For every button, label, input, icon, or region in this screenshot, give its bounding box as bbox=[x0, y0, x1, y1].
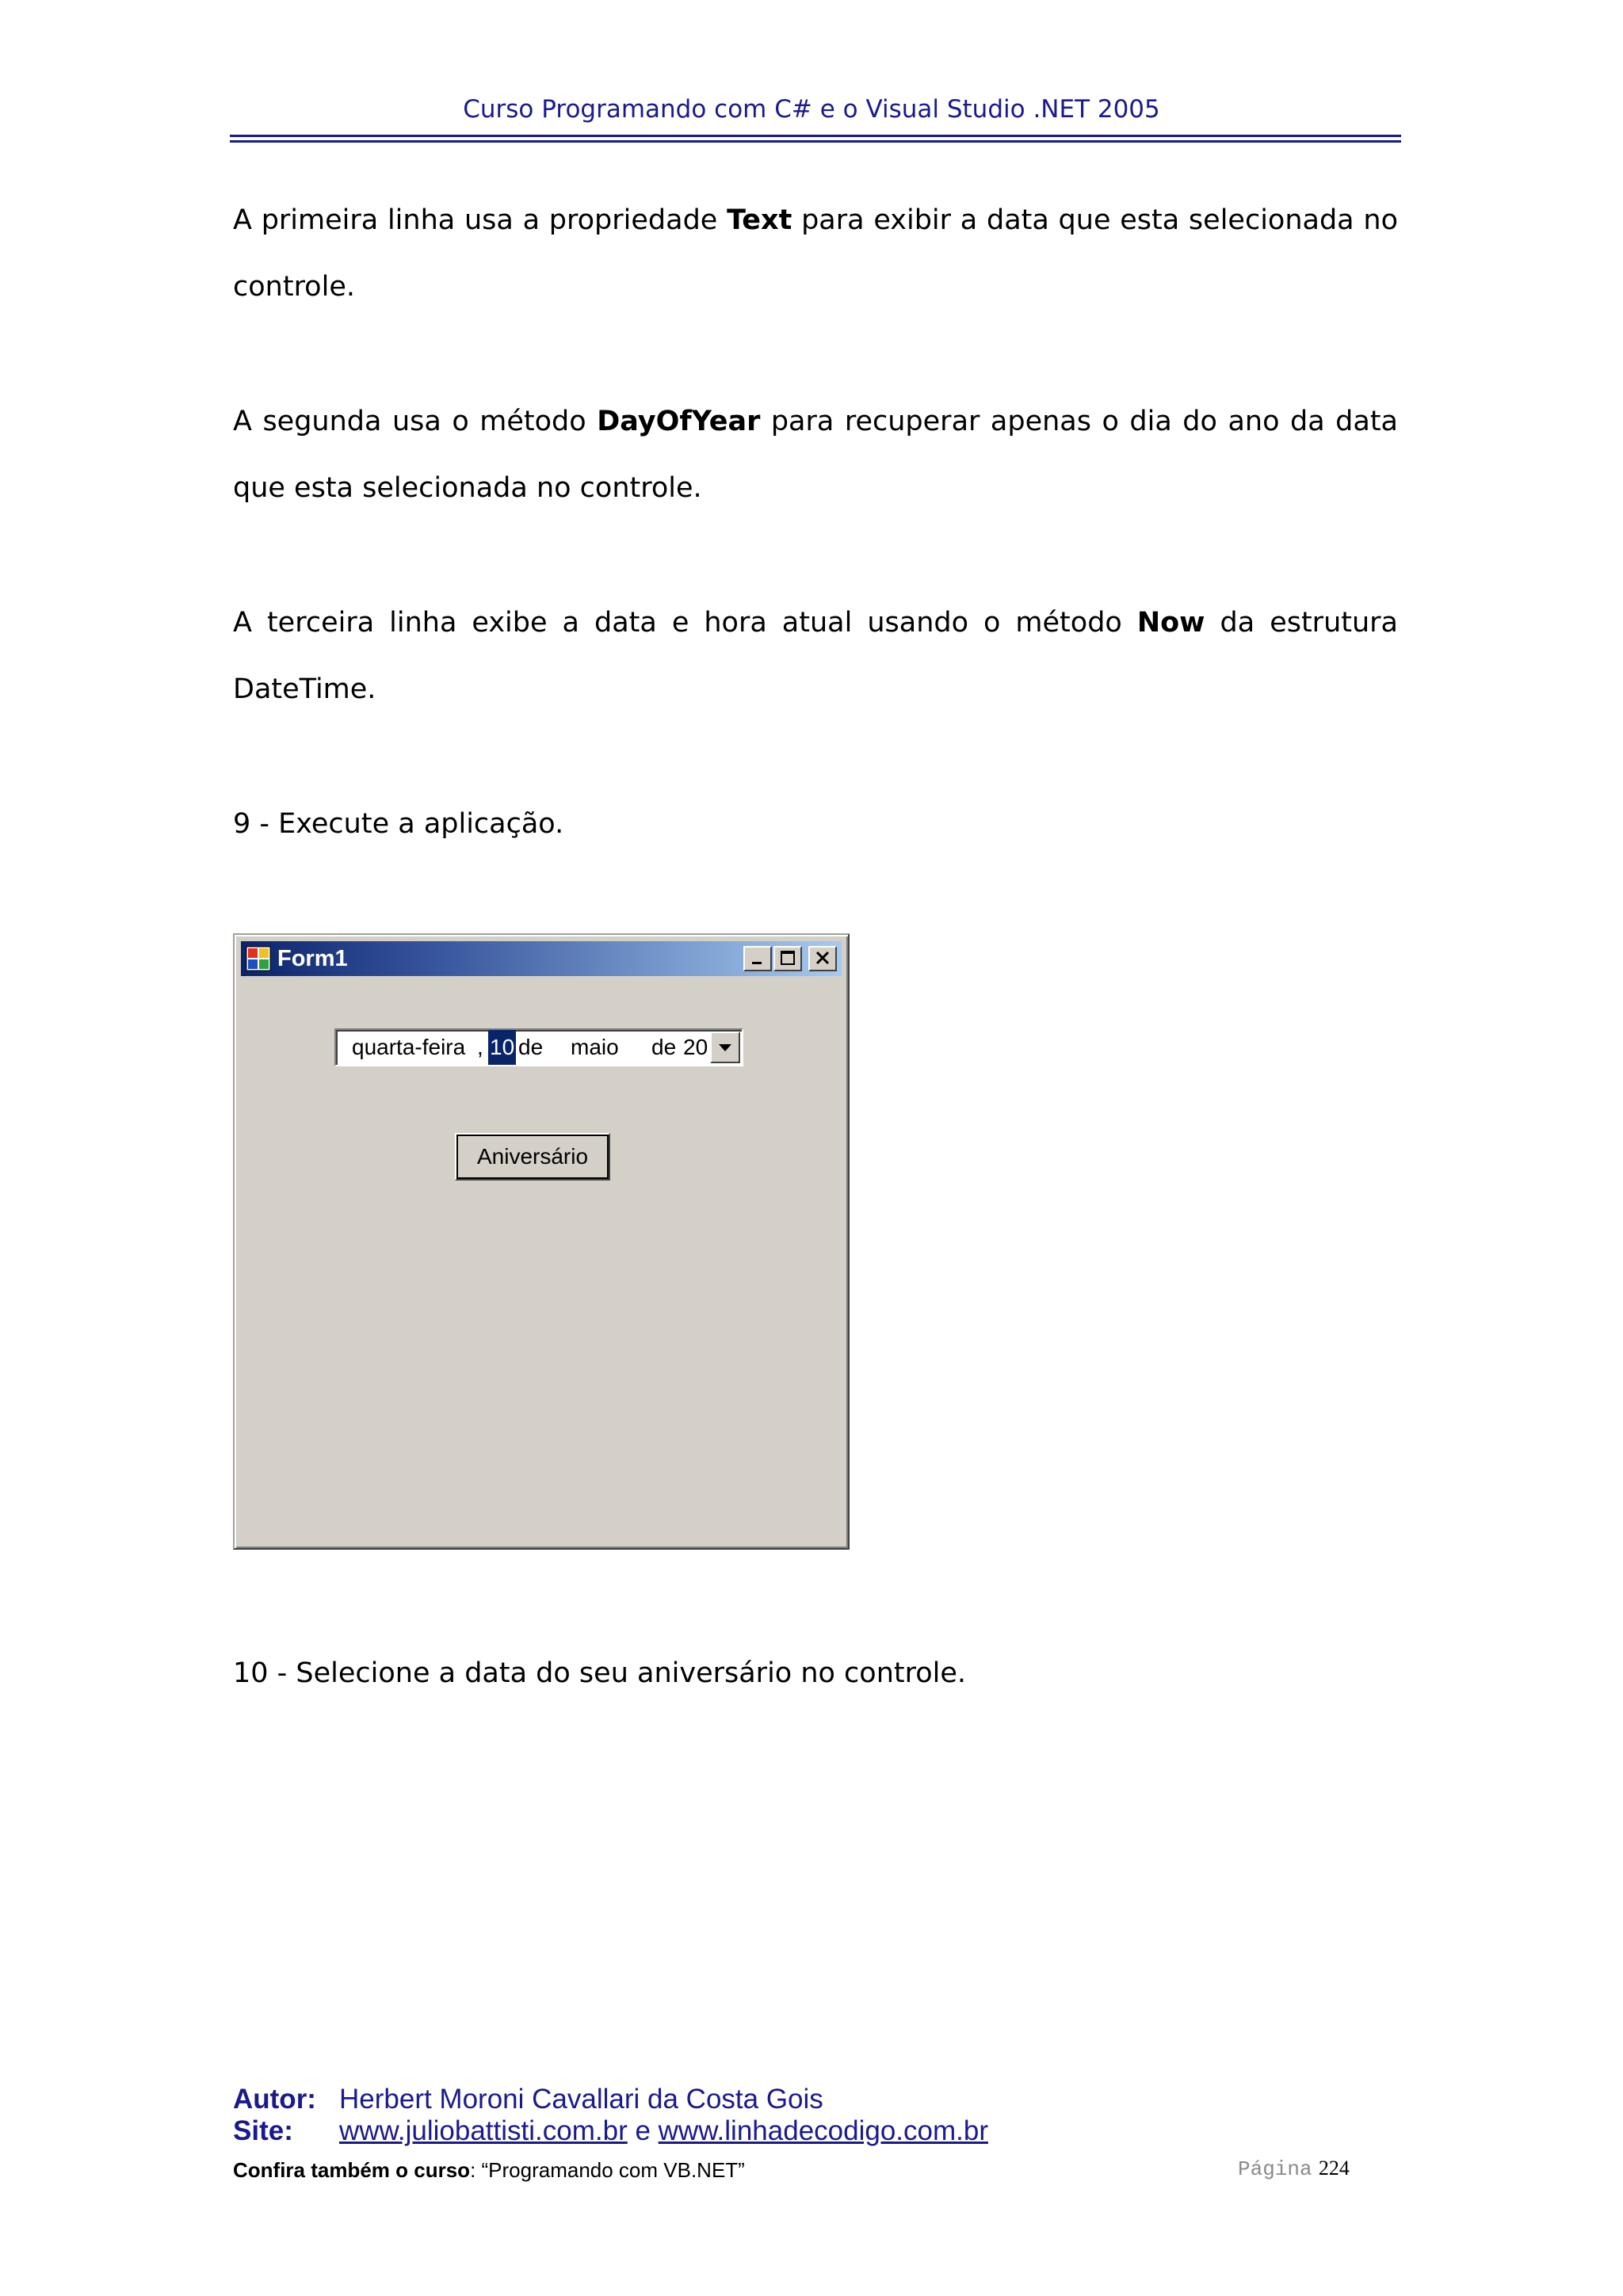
header-rule-top bbox=[230, 135, 1401, 137]
close-button[interactable] bbox=[808, 946, 837, 971]
chevron-down-icon bbox=[712, 1033, 739, 1062]
title-bar[interactable] bbox=[241, 941, 842, 976]
page-label: Página bbox=[1238, 2157, 1312, 2181]
header-rule-bottom bbox=[230, 140, 1401, 143]
maximize-icon bbox=[775, 948, 800, 970]
p2-bold: DayOfYear bbox=[597, 406, 761, 437]
p1-post: para exibir a data que esta selecionada no controle. bbox=[233, 204, 1398, 303]
dtp-year[interactable]: 20 bbox=[683, 1035, 708, 1059]
p2-pre: A segunda usa o método bbox=[233, 406, 598, 437]
dtp-month[interactable]: maio bbox=[571, 1035, 619, 1059]
paragraph-now bbox=[233, 589, 1398, 723]
form-window bbox=[233, 933, 850, 1550]
dtp-de-2: de bbox=[651, 1035, 677, 1059]
autor-value: Herbert Moroni Cavallari da Costa Gois bbox=[339, 2084, 823, 2115]
confira-bold: Confira também o curso bbox=[233, 2158, 471, 2182]
page-number bbox=[1238, 2157, 1350, 2181]
dtp-comma: , bbox=[477, 1035, 483, 1059]
step-9: 9 - Execute a aplicação. bbox=[233, 808, 564, 840]
p2-post: para recuperar apenas o dia do ano da data que esta selecionada no controle. bbox=[233, 406, 1399, 504]
step-10: 10 - Selecione a data do seu aniversário no controle. bbox=[233, 1657, 967, 1689]
minimize-icon bbox=[745, 948, 770, 970]
application-icon bbox=[246, 946, 271, 971]
paragraph-dayofyear bbox=[233, 388, 1398, 521]
confira-rest: : “Programando com VB.NET” bbox=[470, 2158, 745, 2182]
autor-label: Autor: bbox=[233, 2084, 316, 2115]
site-links bbox=[339, 2115, 988, 2147]
footer-confira bbox=[233, 2158, 745, 2183]
maximize-button[interactable] bbox=[773, 946, 802, 971]
site-link-linhadecodigo[interactable]: www.linhadecodigo.com.br bbox=[658, 2115, 988, 2146]
window-title: Form1 bbox=[277, 946, 348, 971]
dtp-day-selected[interactable]: 10 bbox=[488, 1030, 516, 1065]
aniversario-button[interactable]: Aniversário bbox=[455, 1133, 610, 1180]
footer-autor bbox=[233, 2084, 1184, 2119]
p1-bold: Text bbox=[727, 204, 792, 236]
dtp-weekday[interactable]: quarta-feira bbox=[352, 1035, 466, 1059]
p3-pre: A terceira linha exibe a data e hora atual usando o método bbox=[233, 607, 1137, 639]
close-icon bbox=[810, 948, 835, 970]
minimize-button[interactable] bbox=[743, 946, 772, 971]
p3-post: da estrutura DateTime. bbox=[233, 607, 1398, 705]
p1-pre: A primeira linha usa a propriedade bbox=[233, 204, 727, 236]
footer-site bbox=[233, 2115, 1184, 2150]
page-number-value: 224 bbox=[1318, 2157, 1350, 2180]
header-title: Curso Programando com C# e o Visual Studio .NET 2005 bbox=[463, 95, 1160, 124]
paragraph-text-property bbox=[233, 187, 1398, 320]
site-separator: e bbox=[627, 2115, 659, 2146]
dtp-dropdown-button[interactable] bbox=[710, 1032, 740, 1063]
p3-bold: Now bbox=[1136, 607, 1205, 639]
dtp-de-1: de bbox=[518, 1035, 544, 1059]
site-label: Site: bbox=[233, 2115, 293, 2146]
site-link-juliobattisti[interactable]: www.juliobattisti.com.br bbox=[339, 2115, 628, 2146]
date-time-picker[interactable] bbox=[334, 1028, 743, 1066]
